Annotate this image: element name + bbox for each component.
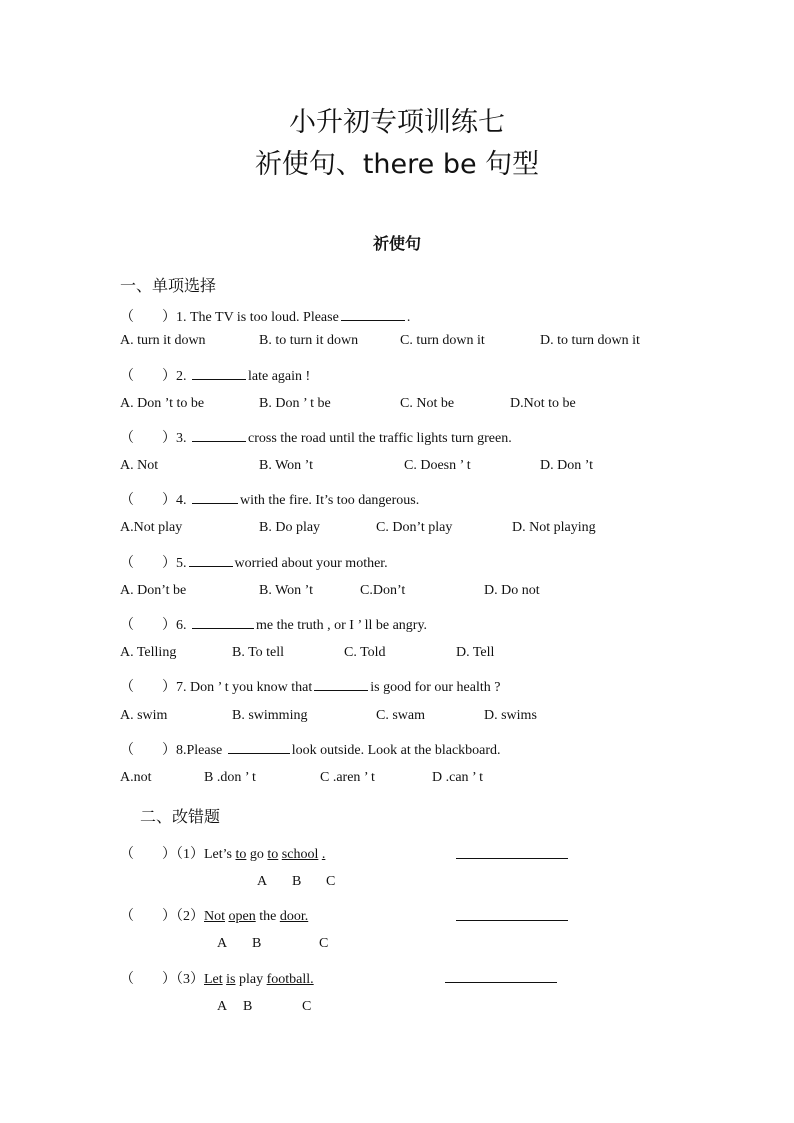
question-3: （ ）3. cross the road until the traffic lights turn green.	[120, 431, 512, 446]
option: A.not	[120, 770, 152, 785]
option: D. Tell	[456, 645, 495, 660]
correction-1: （ ）（1）Let’s to go to school .	[120, 847, 326, 862]
label-c: C	[319, 936, 329, 951]
question-7: （ ）7. Don ’ t you know that is good for our health ?	[120, 680, 501, 695]
option: A. Don’t be	[120, 583, 187, 598]
label-b: B	[243, 999, 253, 1014]
option: D .can ’ t	[432, 770, 484, 785]
label-b: B	[252, 936, 262, 951]
label-a: A	[217, 999, 228, 1014]
option: C.Don’t	[360, 583, 406, 598]
label-c: C	[326, 874, 336, 889]
option: B. Won ’t	[259, 583, 313, 598]
option: A. Telling	[120, 645, 177, 660]
label-c: C	[302, 999, 312, 1014]
option: A.Not play	[120, 520, 183, 535]
worksheet-subtitle: 祈使句、there be 句型	[254, 149, 540, 180]
label-a: A	[257, 874, 268, 889]
option: B. To tell	[232, 645, 285, 660]
option: B. Don ’ t be	[259, 396, 331, 411]
question-5: （ ）5. worried about your mother.	[120, 556, 388, 571]
question-4: （ ）4. with the fire. It’s too dangerous.	[120, 493, 420, 508]
answer-line[interactable]	[456, 857, 568, 859]
option: C. Don’t play	[376, 520, 453, 535]
option: C. Doesn ’ t	[404, 458, 471, 473]
option: D. Don ’t	[540, 458, 594, 473]
section-two-heading: 二、改错题	[140, 807, 221, 826]
option: D. to turn down it	[540, 333, 640, 348]
question-2: （ ）2. late again !	[120, 369, 311, 384]
option: C. Not be	[400, 396, 455, 411]
option: B. Do play	[259, 520, 321, 535]
option: C. turn down it	[400, 333, 485, 348]
option: C .aren ’ t	[320, 770, 375, 785]
option: B. to turn it down	[259, 333, 359, 348]
option: D. Do not	[484, 583, 540, 598]
option: A. turn it down	[120, 333, 206, 348]
answer-line[interactable]	[456, 919, 568, 921]
option: A. Don ’t to be	[120, 396, 205, 411]
option: A. Not	[120, 458, 159, 473]
option: D. Not playing	[512, 520, 596, 535]
correction-2: （ ）（2）Not open the door.	[120, 909, 309, 924]
option: A. swim	[120, 708, 168, 723]
option: B .don ’ t	[204, 770, 256, 785]
section-heading: 祈使句	[372, 234, 421, 253]
answer-line[interactable]	[445, 981, 557, 983]
option: B. Won ’t	[259, 458, 313, 473]
label-a: A	[217, 936, 228, 951]
question-1: （ ）1. The TV is too loud. Please .	[120, 310, 411, 325]
question-6: （ ）6. me the truth , or I ’ ll be angry.	[120, 618, 428, 633]
section-one-heading: 一、单项选择	[120, 276, 217, 295]
option: B. swimming	[232, 708, 308, 723]
correction-3: （ ）（3）Let is play football.	[120, 972, 314, 987]
option: C. Told	[344, 645, 386, 660]
option: C. swam	[376, 708, 425, 723]
label-b: B	[292, 874, 302, 889]
option: D. swims	[484, 708, 537, 723]
worksheet-title: 小升初专项训练七	[289, 107, 505, 138]
option: D.Not to be	[510, 396, 576, 411]
question-8: （ ）8.Please look outside. Look at the blackboard.	[120, 743, 501, 758]
